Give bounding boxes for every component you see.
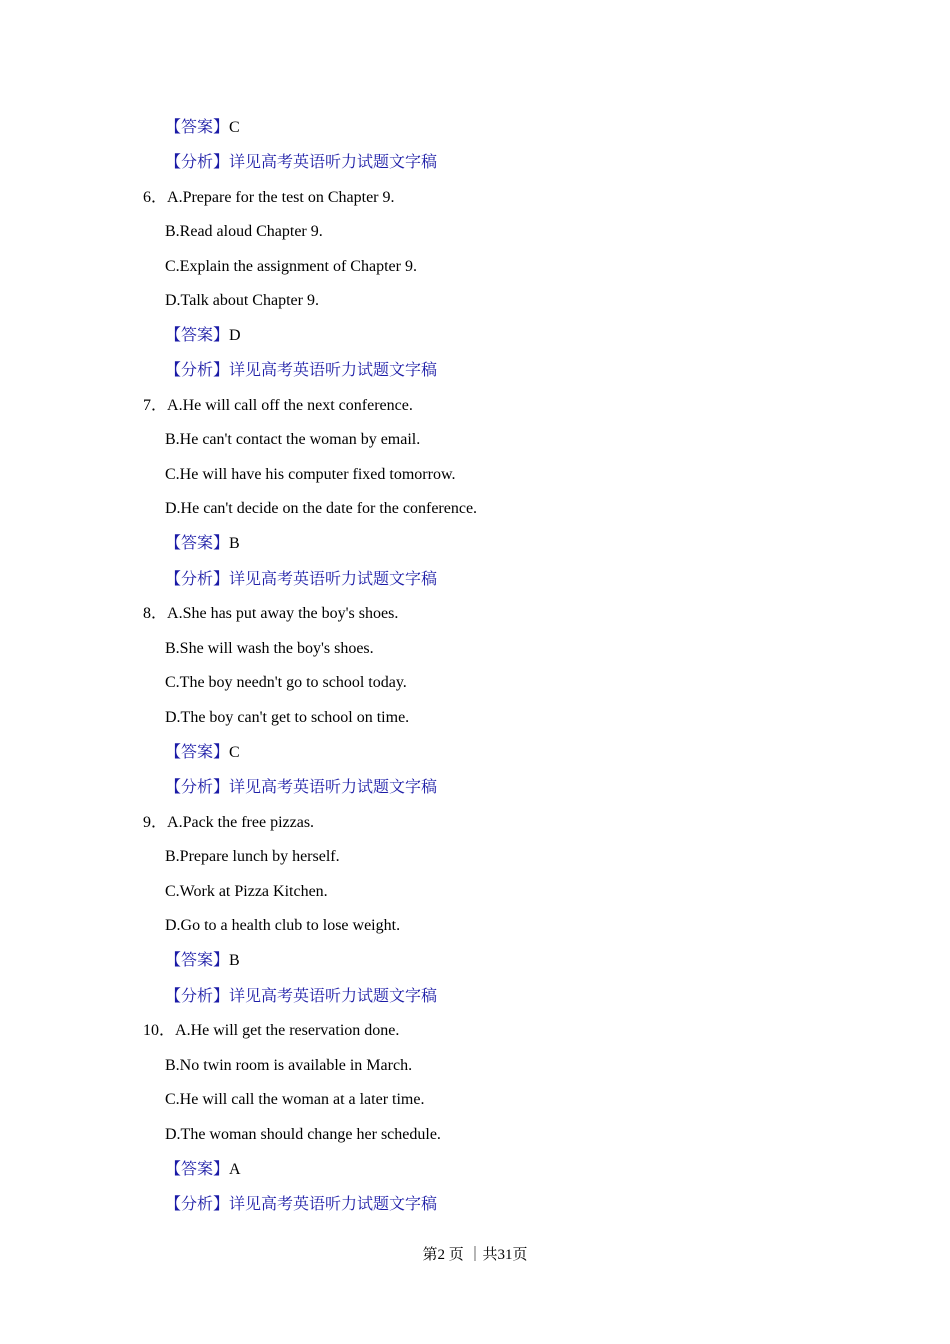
question-number: 10． [143, 1022, 176, 1039]
question-stem [143, 396, 413, 416]
option-b: B.He can't contact the woman by email. [165, 431, 421, 448]
question-number: 8． [143, 605, 168, 622]
answer-label: 【答案】 [165, 744, 230, 761]
analysis-line: 【分析】详见高考英语听力试题文字稿 [165, 779, 438, 796]
page-footer [0, 1245, 950, 1265]
page-prefix: 第 [422, 1247, 438, 1263]
question-stem [143, 188, 395, 208]
option-b: B.Read aloud Chapter 9. [165, 223, 323, 240]
question-number: 6． [143, 189, 168, 206]
analysis-line: 【分析】详见高考英语听力试题文字稿 [165, 362, 438, 379]
answer-line [165, 951, 240, 971]
option-b: B.No twin room is available in March. [165, 1057, 413, 1074]
answer-value: A [229, 1161, 241, 1178]
page-current: 2 [437, 1247, 445, 1263]
answer-value: D [229, 327, 241, 344]
page-mid: 页 ｜共 [448, 1247, 498, 1263]
question-stem [143, 1021, 399, 1041]
option-d: D.The boy can't get to school on time. [165, 709, 410, 726]
page-suffix: 页 [512, 1247, 528, 1263]
option-c: C.He will have his computer fixed tomorrow. [165, 466, 456, 483]
option-b: B.Prepare lunch by herself. [165, 848, 340, 865]
option-a: A.She has put away the boy's shoes. [167, 605, 399, 622]
answer-label: 【答案】 [165, 1161, 230, 1178]
option-a: A.He will get the reservation done. [175, 1022, 400, 1039]
analysis-line: 【分析】详见高考英语听力试题文字稿 [165, 571, 438, 588]
answer-label: 【答案】 [165, 952, 230, 969]
answer-line [165, 743, 240, 763]
option-a: A.He will call off the next conference. [167, 397, 413, 414]
answer-line [165, 1160, 241, 1180]
page-total: 31 [497, 1247, 513, 1263]
option-a: A.Pack the free pizzas. [167, 814, 315, 831]
option-c: C.The boy needn't go to school today. [165, 674, 407, 691]
question-stem [143, 604, 398, 624]
answer-label: 【答案】 [165, 119, 230, 136]
option-c: C.He will call the woman at a later time. [165, 1091, 425, 1108]
option-d: D.The woman should change her schedule. [165, 1126, 441, 1143]
option-c: C.Work at Pizza Kitchen. [165, 883, 328, 900]
answer-value: C [229, 744, 240, 761]
answer-value: B [229, 535, 240, 552]
answer-line [165, 534, 240, 554]
option-a: A.Prepare for the test on Chapter 9. [167, 189, 395, 206]
analysis-line: 【分析】详见高考英语听力试题文字稿 [165, 1196, 438, 1213]
option-c: C.Explain the assignment of Chapter 9. [165, 258, 417, 275]
answer-line [165, 118, 240, 138]
option-d: D.Talk about Chapter 9. [165, 292, 319, 309]
question-number: 9． [143, 814, 168, 831]
option-d: D.He can't decide on the date for the conference. [165, 500, 478, 517]
question-stem [143, 813, 314, 833]
answer-label: 【答案】 [165, 327, 230, 344]
analysis-line: 【分析】详见高考英语听力试题文字稿 [165, 154, 438, 171]
analysis-line: 【分析】详见高考英语听力试题文字稿 [165, 988, 438, 1005]
answer-label: 【答案】 [165, 535, 230, 552]
question-number: 7． [143, 397, 168, 414]
answer-value: C [229, 119, 240, 136]
option-b: B.She will wash the boy's shoes. [165, 640, 374, 657]
answer-value: B [229, 952, 240, 969]
answer-line [165, 326, 241, 346]
option-d: D.Go to a health club to lose weight. [165, 917, 401, 934]
